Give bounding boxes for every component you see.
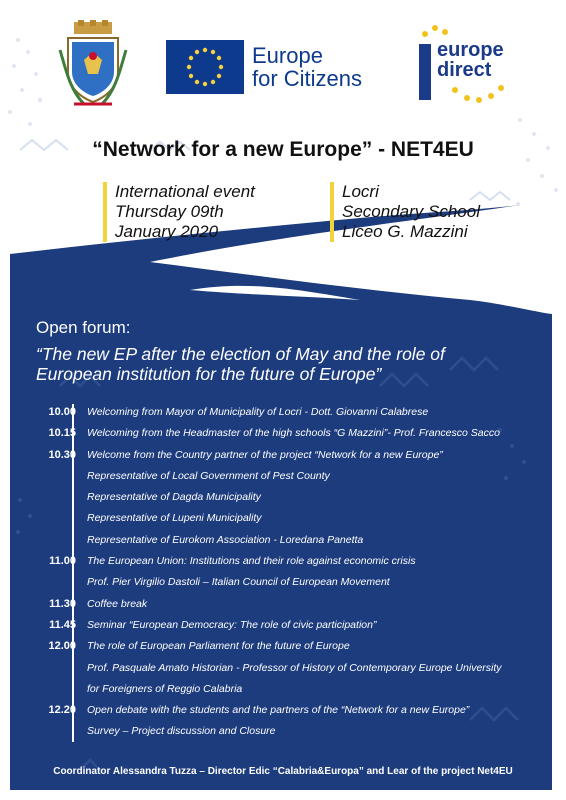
agenda-row (30, 574, 540, 595)
venue-city: Locri (342, 182, 379, 201)
page-title: “Network for a new Europe” - NET4EU (92, 138, 474, 161)
agenda-row (30, 532, 540, 553)
agenda-item: Open debate with the students and the partners of the “Network for a new Europe” (87, 704, 470, 717)
agenda-item: for Foreigners of Reggio Calabria (87, 682, 243, 695)
venue-school: Secondary School (342, 202, 480, 221)
agenda-time: 11.00 (49, 555, 76, 568)
agenda-time: 12.20 (48, 704, 76, 717)
footer-coordinator: Coordinator Alessandra Tuzza – Director Edic “Calabria&Europa” and Lear of the project Net4EU (53, 766, 513, 777)
agenda-item: Prof. Pier Virgilio Dastoli – Italian Council of European Movement (87, 576, 390, 589)
event-type: International event (115, 182, 255, 201)
agenda-time: 12.00 (48, 640, 76, 653)
agenda-time: 11.30 (49, 597, 76, 610)
event-month-year: January 2020 (115, 222, 219, 241)
agenda-row (30, 617, 540, 638)
agenda-row (30, 638, 540, 659)
agenda-time: 11.45 (49, 618, 76, 631)
agenda-row (30, 425, 540, 446)
europe-direct-logo (415, 24, 525, 106)
agenda-item: Representative of Dagda Municipality (87, 491, 261, 504)
agenda-row (30, 510, 540, 531)
municipality-crest-logo (58, 20, 128, 112)
europe-for-citizens-text: Europe for Citizens (252, 43, 363, 91)
agenda-row (30, 596, 540, 617)
agenda-item: Welcoming from Mayor of Municipality of Locri - Dott. Giovanni Calabrese (87, 406, 429, 418)
agenda-item: The role of European Parliament for the future of Europe (87, 640, 350, 653)
agenda-item: Coffee break (87, 597, 148, 610)
agenda-row (30, 489, 540, 510)
agenda-row (30, 681, 540, 702)
event-day: Thursday 09th (115, 202, 224, 221)
agenda-item: The European Union: Institutions and their role against economic crisis (87, 555, 416, 568)
agenda-row (30, 553, 540, 574)
agenda-item: Welcome from the Country partner of the project “Network for a new Europe” (87, 448, 443, 461)
agenda-time: 10.00 (48, 406, 76, 418)
agenda-list (30, 404, 540, 745)
agenda-item: Representative of Local Government of Pest County (87, 469, 330, 482)
agenda-item: Representative of Eurokom Association - Loredana Panetta (87, 533, 364, 546)
europe-direct-text (437, 40, 504, 80)
agenda-time: 10.30 (48, 448, 76, 461)
europe-for-citizens-logo (166, 40, 381, 98)
agenda-time: 10.15 (48, 427, 76, 440)
venue-info (330, 182, 480, 242)
agenda-row (30, 723, 540, 744)
forum-label: Open forum: (36, 318, 131, 337)
header-logos (0, 0, 566, 120)
agenda-item: Survey – Project discussion and Closure (87, 725, 276, 738)
agenda-row (30, 702, 540, 723)
agenda-item: Seminar “European Democracy: The role of civic participation” (87, 618, 377, 631)
agenda-row (30, 660, 540, 681)
eu-flag-icon (166, 40, 244, 94)
event-info (103, 182, 255, 242)
agenda-item: Prof. Pasquale Amato Historian - Professor of History of Contemporary Europe University (87, 661, 502, 674)
europe-direct-line2: direct (437, 59, 492, 81)
agenda-row (30, 468, 540, 489)
agenda-item: Representative of Lupeni Municipality (87, 512, 262, 525)
venue-name: Liceo G. Mazzini (342, 222, 468, 241)
agenda-item: Welcoming from the Headmaster of the high schools “G Mazzini”- Prof. Francesco Sacco (87, 427, 500, 440)
forum-quote: “The new EP after the election of May and the role of European institution for the future of Europe” (36, 344, 445, 384)
agenda-row (30, 447, 540, 468)
agenda-row (30, 404, 540, 425)
europe-direct-line1: europe (437, 39, 504, 61)
